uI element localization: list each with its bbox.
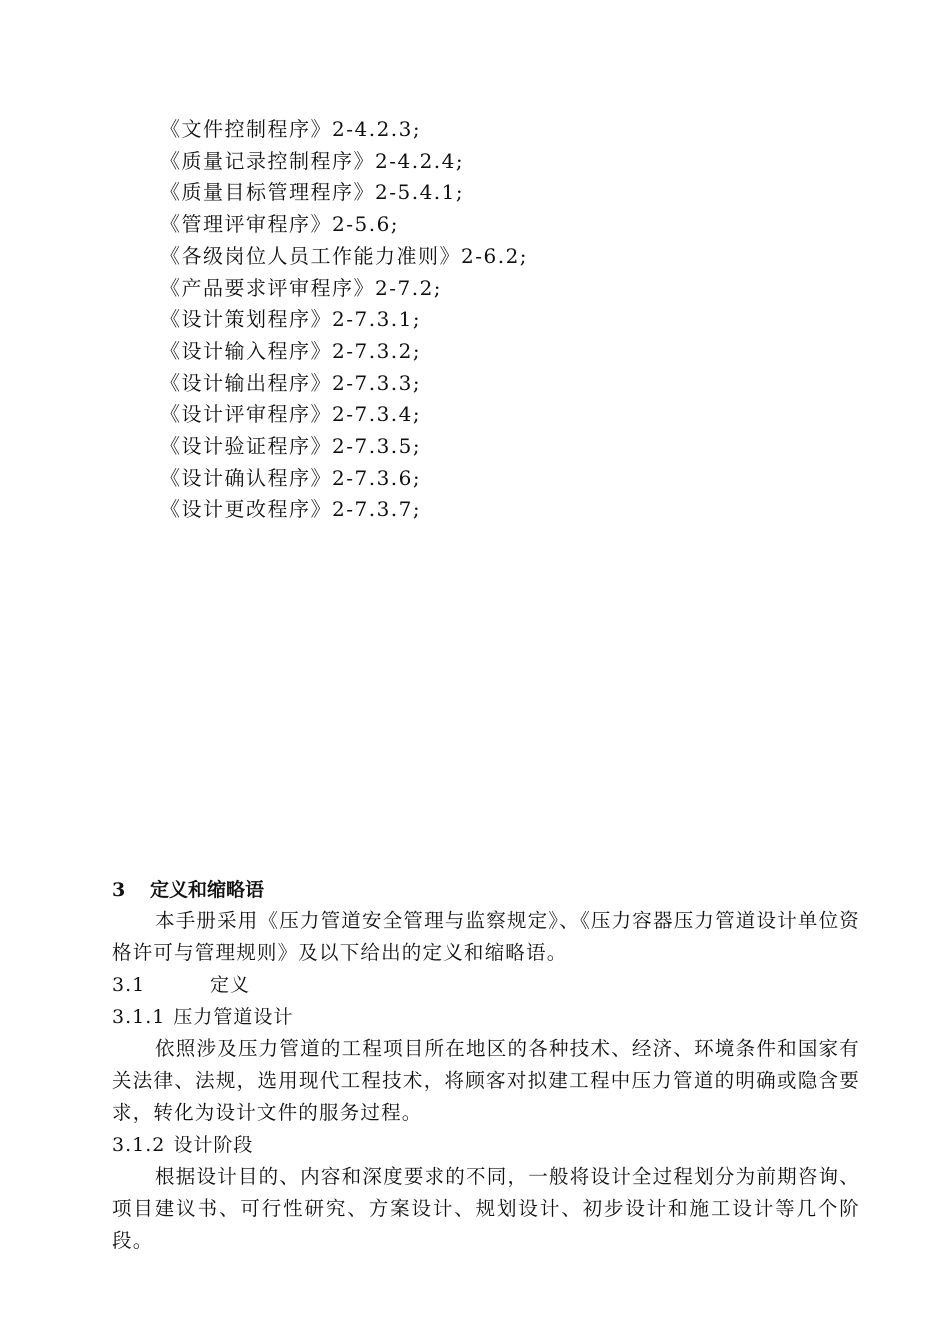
subsection-number: 3.1 <box>112 974 146 996</box>
reference-item: 《设计更改程序》2-7.3.7; <box>160 497 422 522</box>
definition-text: 根据设计目的、内容和深度要求的不同，一般将设计全过程划分为前期咨询、项目建议书、可行性研究、方案设计、规划设计、初步设计和施工设计等几个阶段。 <box>112 1165 860 1252</box>
subsection-heading <box>112 969 860 1001</box>
reference-item: 《设计输入程序》2-7.3.2; <box>160 338 422 363</box>
reference-item: 《文件控制程序》2-4.2.3; <box>160 117 422 141</box>
reference-item: 《产品要求评审程序》2-7.2; <box>160 275 443 300</box>
section-title: 定义和缩略语 <box>150 879 265 901</box>
section-number: 3 <box>112 879 126 901</box>
reference-item: 《各级岗位人员工作能力准则》2-6.2; <box>160 243 529 268</box>
definition-number: 3.1.2 <box>112 1134 166 1156</box>
section-heading <box>112 876 860 905</box>
reference-item: 《设计策划程序》2-7.3.1; <box>160 307 422 332</box>
reference-item: 《设计输出程序》2-7.3.3; <box>160 370 422 395</box>
reference-item: 《质量目标管理程序》2-5.4.1; <box>160 180 465 205</box>
reference-item: 《设计确认程序》2-7.3.6; <box>160 465 422 490</box>
reference-item: 《设计评审程序》2-7.3.4; <box>160 402 422 427</box>
reference-item: 《管理评审程序》2-5.6; <box>160 212 400 237</box>
definition-number: 3.1.1 <box>112 1006 166 1028</box>
definition-title: 压力管道设计 <box>173 1006 294 1028</box>
definition-title: 设计阶段 <box>173 1134 254 1156</box>
reference-list <box>160 114 528 526</box>
section-intro: 本手册采用《压力管道安全管理与监察规定》、《压力容器压力管道设计单位资格许可与管理规则》及以下给出的定义和缩略语。 <box>112 909 861 964</box>
reference-item: 《设计验证程序》2-7.3.5; <box>160 434 422 459</box>
definition-text: 依照涉及压力管道的工程项目所在地区的各种技术、经济、环境条件和国家有关法律、法规，选用现代工程技术，将顾客对拟建工程中压力管道的明确或隐含要求，转化为设计文件的服务过程。 <box>112 1037 860 1124</box>
section-definitions <box>112 876 860 1257</box>
definition-heading <box>112 1001 860 1033</box>
reference-item: 《质量记录控制程序》2-4.2.4; <box>160 148 465 173</box>
definition-heading <box>112 1129 860 1161</box>
subsection-title: 定义 <box>210 974 251 996</box>
